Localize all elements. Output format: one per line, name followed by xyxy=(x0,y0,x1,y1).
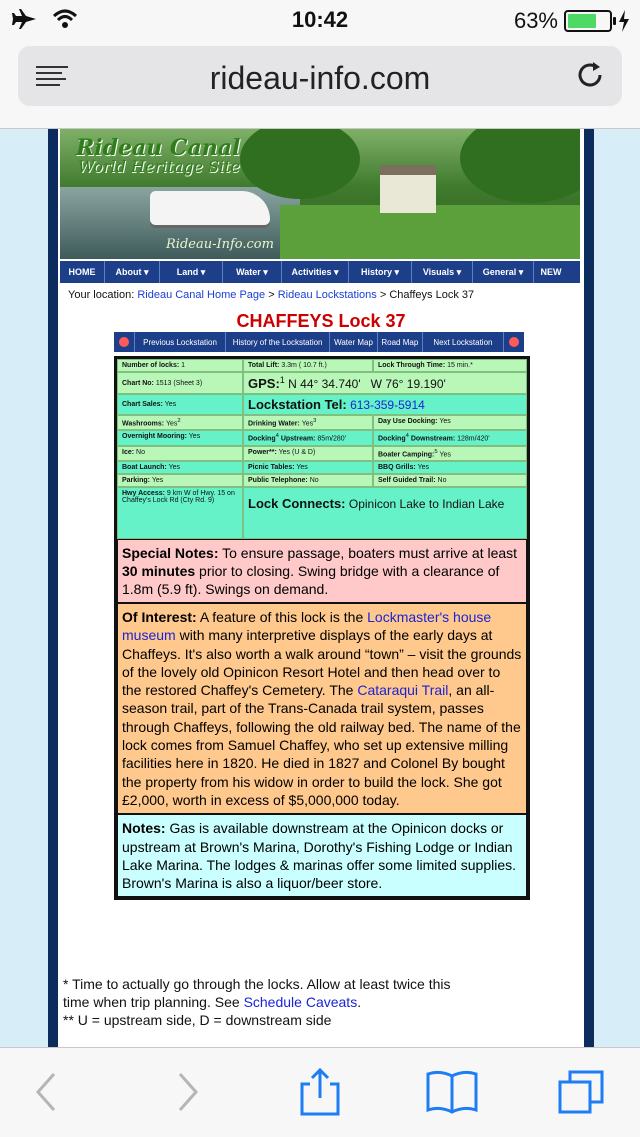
chart-cell: Chart No: 1513 (Sheet 3) xyxy=(117,372,243,394)
telephone-cell: Public Telephone: No xyxy=(243,474,373,487)
special-notes-label: Special Notes: xyxy=(122,544,219,561)
table-row xyxy=(117,359,527,372)
page-title: CHAFFEYS Lock 37 xyxy=(236,311,406,331)
day-use-cell: Day Use Docking: Yes xyxy=(373,415,527,430)
main-nav xyxy=(60,261,580,283)
bbq-cell: BBQ Grills: Yes xyxy=(373,461,527,474)
banner-title: Rideau Canal xyxy=(76,135,241,161)
nav-activities[interactable]: Activities ▾ xyxy=(282,261,349,283)
nav-new[interactable]: NEW xyxy=(540,267,562,277)
web-page xyxy=(0,129,640,1047)
chart-sales-cell: Chart Sales: Yes xyxy=(117,394,243,415)
status-time: 10:42 xyxy=(291,7,349,32)
prev-arrow-icon[interactable] xyxy=(114,332,135,352)
nav-history[interactable]: History ▾ xyxy=(349,261,412,283)
url-text[interactable]: rideau-info.com xyxy=(209,60,431,96)
status-bar xyxy=(0,0,640,40)
picnic-cell: Picnic Tables: Yes xyxy=(243,461,373,474)
breadcrumb-home-link[interactable]: Rideau Canal Home Page xyxy=(137,289,266,301)
hwy-access-cell: Hwy Access: 9 km W of Hwy. 15 on Chaffey's Lock Rd (Cty Rd. 9) xyxy=(117,487,243,539)
nav-land[interactable]: Land ▾ xyxy=(160,261,223,283)
table-row xyxy=(117,415,527,430)
boater-camping-cell: Boater Camping:$^5$ Yes xyxy=(373,446,527,461)
nav-general[interactable]: General ▾ xyxy=(473,261,534,283)
nav-home[interactable]: HOME xyxy=(60,261,105,283)
footnote-1: * Time to actually go through the locks. Allow at least twice this time when trip planning. See Schedule Caveats. xyxy=(63,976,451,1010)
breadcrumb-separator: > xyxy=(268,289,275,301)
banner-lawn xyxy=(280,205,580,259)
table-row xyxy=(117,461,527,474)
notes: Notes: Gas is available downstream at the Opinicon docks or upstream at Brown's Marina, Dorothy's Fishing Lodge or Indian Lake Marina. The lodges & marinas offer some limited supplies. Brown's Marina is also a liquor/beer store. xyxy=(117,814,527,897)
table-row xyxy=(117,487,527,539)
water-map-link[interactable]: Water Map xyxy=(330,332,378,352)
phone-link[interactable]: 613-359-5914 xyxy=(350,398,425,412)
back-icon[interactable] xyxy=(22,1068,78,1116)
next-lockstation-link[interactable]: Next Lockstation xyxy=(423,332,505,352)
browser-bottom-toolbar xyxy=(0,1047,640,1137)
drinking-water-cell: Drinking Water: Yes$^3$ xyxy=(243,415,373,430)
lift-cell: Total Lift: 3.3m ( 10.7 ft.) xyxy=(243,359,373,372)
battery-icon xyxy=(564,10,612,32)
breadcrumb xyxy=(68,289,474,301)
through-time-cell: Lock Through Time: 15 min.* xyxy=(373,359,527,372)
lockmaster-museum-link[interactable]: Lockmaster's house museum xyxy=(122,608,492,644)
notes-label: Notes: xyxy=(122,820,166,837)
breadcrumb-current: Chaffeys Lock 37 xyxy=(389,289,475,301)
lock-info-table xyxy=(114,356,530,900)
browser-toolbar xyxy=(0,40,640,129)
reload-icon[interactable] xyxy=(576,60,606,90)
boat-launch-cell: Boat Launch: Yes xyxy=(117,461,243,474)
banner-subtitle: World Heritage Site xyxy=(78,157,241,176)
nav-visuals[interactable]: Visuals ▾ xyxy=(412,261,473,283)
battery-percent: 63% xyxy=(513,8,558,33)
docking-upstream-cell: Docking$^4$ Upstream: 85m/280' xyxy=(243,430,373,445)
footnotes xyxy=(63,975,463,1029)
table-row xyxy=(117,474,527,487)
schedule-caveats-link[interactable]: Schedule Caveats xyxy=(243,994,358,1010)
next-arrow-icon[interactable] xyxy=(504,332,524,352)
lockstation-nav xyxy=(114,332,524,352)
table-row xyxy=(117,446,527,461)
address-bar[interactable] xyxy=(18,46,622,106)
table-row xyxy=(117,394,527,415)
trail-cell: Self Guided Trail: No xyxy=(373,474,527,487)
power-cell: Power**: Yes (U & D) xyxy=(243,446,373,461)
charging-icon xyxy=(618,10,630,32)
road-map-link[interactable]: Road Map xyxy=(378,332,422,352)
table-row xyxy=(117,430,527,445)
footnote-2: ** U = upstream side, D = downstream side xyxy=(63,1012,332,1028)
of-interest-label: Of Interest: xyxy=(122,608,197,625)
banner-tree xyxy=(460,129,580,203)
forward-icon[interactable] xyxy=(160,1068,216,1116)
history-link[interactable]: History of the Lockstation xyxy=(226,332,329,352)
breadcrumb-lockstations-link[interactable]: Rideau Lockstations xyxy=(277,289,377,301)
breadcrumb-prefix: Your location: xyxy=(68,289,135,301)
lock-connects-cell: Lock Connects: Opinicon Lake to Indian Lake xyxy=(243,487,527,539)
gps-cell: GPS:$^1$ N 44° 34.740' W 76° 19.190' xyxy=(243,372,527,394)
lockstation-tel-cell: Lockstation Tel: 613-359-5914 xyxy=(243,394,527,415)
banner-logo: Rideau-Info.com xyxy=(166,237,274,252)
special-notes: Special Notes: To ensure passage, boaters must arrive at least 30 minutes prior to closing. Swing bridge with a clearance of 1.8m (5.9 ft). Swings on demand. xyxy=(117,539,527,603)
bookmarks-icon[interactable] xyxy=(424,1068,480,1116)
banner-house xyxy=(380,165,436,213)
overnight-cell: Overnight Mooring: Yes xyxy=(117,430,243,445)
of-interest: Of Interest: A feature of this lock is the Lockmaster's house museum with many interpretive displays of the early days at Chaffeys. It's also worth a walk around “town” – visit the grounds of the lovely old Opinicon Resort Hotel and then head over to the restored Chaffey's Cemetery. The Cataraqui Trail, an all-season trail, part of the Trans-Canada trail system, passes through Chaffeys, following the old railway bed. The name of the lock comes from Samuel Chaffey, who set up extensive milling facilities here in 1820. He died in 1827 and Colonel By bought the property from his widow in order to build the lock. She got £2,000, worth in excess of $5,000,000 today. xyxy=(117,603,527,814)
status-right xyxy=(514,8,630,34)
previous-lockstation-link[interactable]: Previous Lockstation xyxy=(135,332,227,352)
nav-about[interactable]: About ▾ xyxy=(105,261,160,283)
banner-boat xyxy=(150,191,270,225)
parking-cell: Parking: Yes xyxy=(117,474,243,487)
breadcrumb-separator: > xyxy=(379,289,387,301)
table-row xyxy=(117,372,527,394)
washrooms-cell: Washrooms: Yes$^2$ xyxy=(117,415,243,430)
page-frame xyxy=(48,129,594,1047)
header-banner xyxy=(60,129,580,259)
share-icon[interactable] xyxy=(292,1068,348,1116)
cataraqui-trail-link[interactable]: Cataraqui Trail xyxy=(357,682,449,699)
nav-water[interactable]: Water ▾ xyxy=(223,261,282,283)
tabs-icon[interactable] xyxy=(556,1068,612,1116)
ice-cell: Ice: No xyxy=(117,446,243,461)
locks-cell: Number of locks: 1 xyxy=(117,359,243,372)
page-body xyxy=(58,129,584,1047)
docking-downstream-cell: Docking$^4$ Downstream: 128m/420' xyxy=(373,430,527,445)
